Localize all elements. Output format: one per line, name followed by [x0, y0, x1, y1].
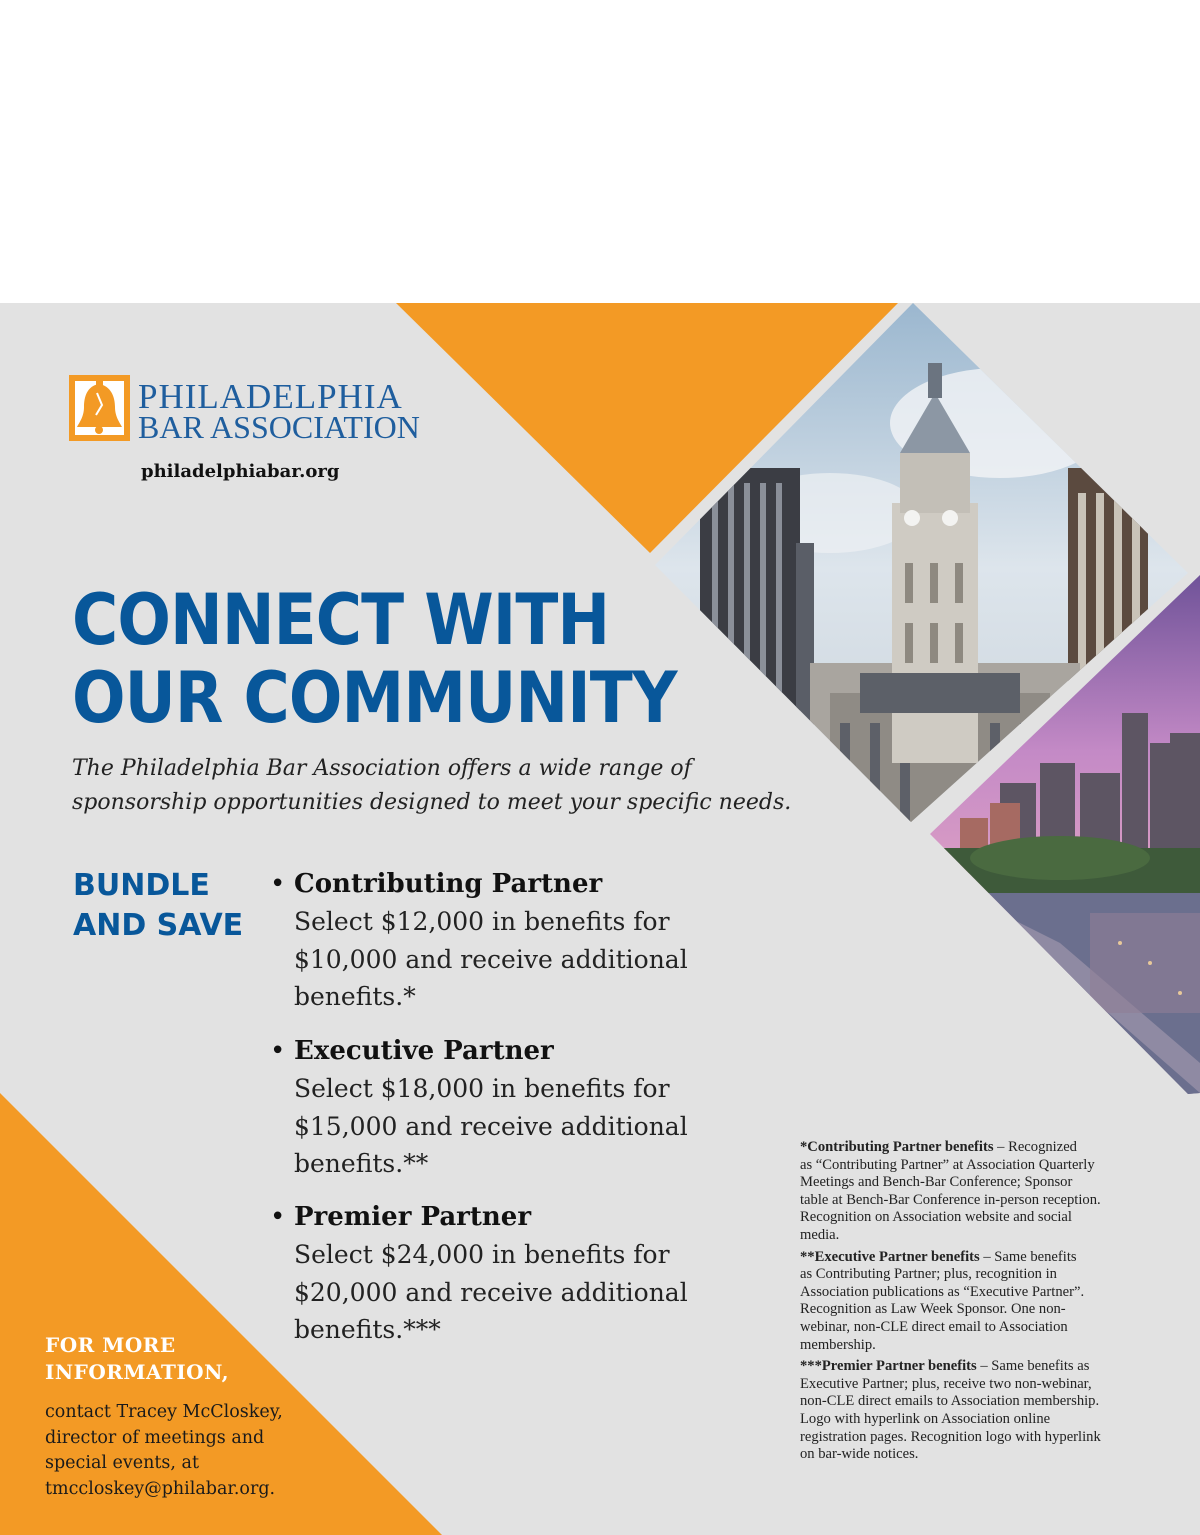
more-info-heading: [45, 1332, 315, 1386]
more-info-line: special events, at: [45, 1453, 200, 1473]
tier-line: Select $12,000 in benefits for: [294, 907, 670, 936]
bullet-icon: •: [270, 1036, 286, 1066]
more-info-text: [45, 1400, 315, 1502]
more-info-line: contact Tracey McCloskey,: [45, 1402, 283, 1422]
more-info-heading-line: INFORMATION,: [45, 1360, 230, 1384]
headline-line: CONNECT WITH: [72, 579, 610, 661]
website-link[interactable]: philadelphiabar.org: [141, 461, 340, 482]
footnote-executive: [800, 1249, 1145, 1355]
contact-email[interactable]: tmccloskey@philabar.org.: [45, 1478, 276, 1499]
tier-name: Premier Partner: [294, 1202, 532, 1232]
footnote-line: Association publications as “Executive Partner”.: [800, 1283, 1085, 1300]
footnote-label: *Contributing Partner benefits: [800, 1139, 994, 1155]
tier-line: benefits.**: [294, 1149, 429, 1178]
footnote-label: **Executive Partner benefits: [800, 1248, 980, 1265]
bundle-line: AND SAVE: [73, 908, 244, 943]
headline: [72, 581, 677, 737]
tier-line: benefits.***: [294, 1315, 441, 1344]
footnote-line: – Same benefits as: [976, 1358, 1090, 1375]
liberty-bell-logo: [69, 375, 130, 441]
bundle-heading: [73, 866, 243, 946]
footnote-line: Recognition on Association website and social: [800, 1209, 1072, 1226]
footnotes: [800, 1139, 1145, 1468]
footnote-line: registration pages. Recognition logo with hyperlink: [800, 1428, 1101, 1445]
headline-line: OUR COMMUNITY: [72, 657, 677, 739]
tier-name: Contributing Partner: [294, 869, 603, 899]
footnote-line: as “Contributing Partner” at Association Quarterly: [800, 1156, 1095, 1173]
tier-description: [294, 903, 710, 1016]
footnote-line: on bar-wide notices.: [800, 1446, 919, 1463]
intro-text: [72, 752, 792, 820]
footnote-line: non-CLE direct emails to Association membership.: [800, 1393, 1100, 1410]
footnote-line: as Contributing Partner; plus, recognition in: [800, 1266, 1057, 1283]
intro-line: The Philadelphia Bar Association offers a wide range of: [72, 756, 692, 781]
footnote-line: Logo with hyperlink on Association online: [800, 1410, 1051, 1427]
more-info-line: director of meetings and: [45, 1427, 265, 1448]
footnote-line: table at Bench-Bar Conference in-person reception.: [800, 1191, 1101, 1208]
tier-line: benefits.*: [294, 982, 416, 1011]
more-info: [45, 1332, 315, 1502]
tier-premier: [270, 1199, 710, 1349]
tier-line: $15,000 and receive additional: [294, 1111, 688, 1141]
footnote-line: media.: [800, 1226, 840, 1243]
footnote-premier: [800, 1358, 1145, 1464]
tier-name: Executive Partner: [294, 1036, 554, 1066]
bundle-line: BUNDLE: [73, 868, 210, 903]
footnote-line: – Recognized: [993, 1139, 1077, 1155]
tier-executive: [270, 1033, 710, 1183]
footnote-line: Executive Partner; plus, receive two non-webinar,: [800, 1375, 1092, 1392]
footnote-line: Meetings and Bench-Bar Conference; Sponsor: [800, 1174, 1073, 1191]
more-info-heading-line: FOR MORE: [45, 1333, 176, 1357]
footnote-contributing: [800, 1139, 1145, 1245]
tier-line: $20,000 and receive additional: [294, 1277, 688, 1307]
flyer-panel: [0, 303, 1200, 1535]
logo-wordmark-line2: BAR ASSOCIATION: [138, 409, 420, 445]
footnote-line: – Same benefits: [979, 1248, 1077, 1265]
tier-line: Select $18,000 in benefits for: [294, 1074, 670, 1103]
footnote-line: webinar, non-CLE direct email to Association: [800, 1318, 1068, 1335]
tier-line: Select $24,000 in benefits for: [294, 1240, 670, 1269]
bullet-icon: •: [270, 1202, 286, 1232]
tier-contributing: [270, 866, 710, 1016]
tier-line: $10,000 and receive additional: [294, 944, 688, 974]
footnote-line: membership.: [800, 1336, 876, 1353]
logo-wordmark-line1: PHILADELPHIA: [138, 377, 403, 416]
tier-description: [294, 1070, 710, 1183]
footnote-label: ***Premier Partner benefits: [800, 1358, 977, 1375]
intro-line: sponsorship opportunities designed to meet your specific needs.: [72, 790, 792, 815]
footnote-line: Recognition as Law Week Sponsor. One non-: [800, 1301, 1066, 1318]
bullet-icon: •: [270, 869, 286, 899]
tier-description: [294, 1236, 710, 1349]
